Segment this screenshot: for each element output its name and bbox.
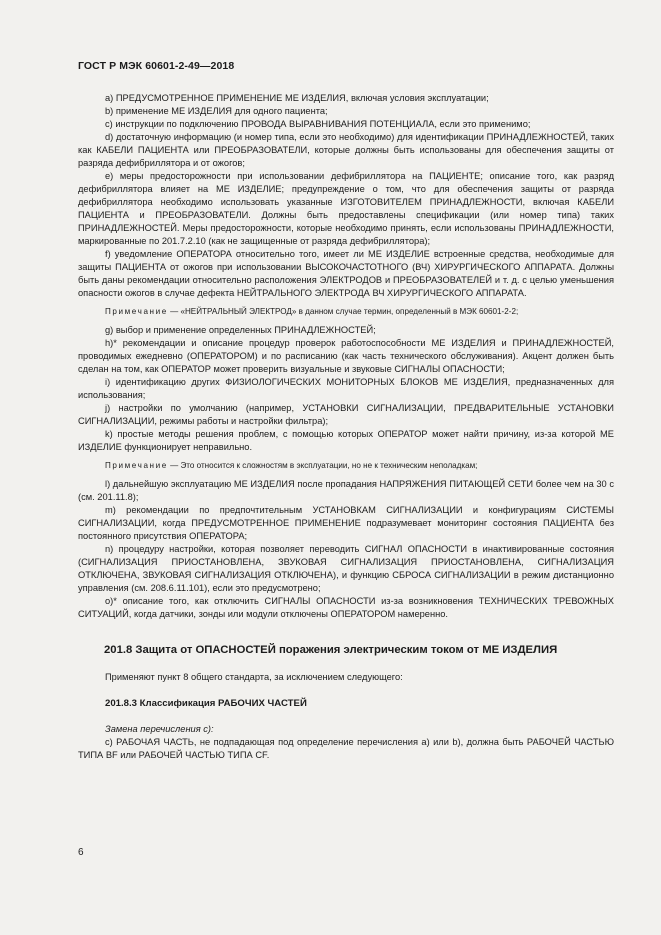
list-item-j: j) настройки по умолчанию (например, УСТАНОВКИ СИГНАЛИЗАЦИИ, ПРЕДВАРИТЕЛЬНЫЕ УСТАНОВКИ СИГНАЛИЗАЦИИ, режимы работы и настройки фильтра); bbox=[78, 403, 614, 426]
note-text: — «НЕЙТРАЛЬНЫЙ ЭЛЕКТРОД» в данном случае термин, определенный в МЭК 60601-2-2; bbox=[167, 307, 519, 316]
document-header: ГОСТ Р МЭК 60601-2-49—2018 bbox=[78, 60, 235, 72]
list-item-l: l) дальнейшую эксплуатацию МЕ ИЗДЕЛИЯ после пропадания НАПРЯЖЕНИЯ ПИТАЮЩЕЙ СЕТИ более чем на 30 с (см. 201.11.8); bbox=[78, 479, 614, 502]
page-number: 6 bbox=[78, 847, 84, 858]
document-body bbox=[78, 92, 614, 762]
list-item-b: b) применение МЕ ИЗДЕЛИЯ для одного пациента; bbox=[105, 106, 328, 116]
list-item-h: h)* рекомендации и описание процедур проверок работоспособности МЕ ИЗДЕЛИЯ и ПРИНАДЛЕЖНОСТЕЙ, проводимых ежедневно (ОПЕРАТОРОМ) и по расписанию (как часть технического обслуживания). Акцент должен быть сделан на том, как ОПЕРАТОР может проверить визуальные и звуковые СИГНАЛЫ ОПАСНОСТИ; bbox=[78, 338, 614, 374]
subsection-heading: 201.8.3 Классификация РАБОЧИХ ЧАСТЕЙ bbox=[105, 698, 307, 709]
note-2 bbox=[78, 459, 614, 472]
note-1 bbox=[78, 305, 614, 318]
note-label: Примечание bbox=[105, 461, 168, 470]
list-item-g: g) выбор и применение определенных ПРИНАДЛЕЖНОСТЕЙ; bbox=[105, 325, 376, 335]
section-text: Применяют пункт 8 общего стандарта, за исключением следующего: bbox=[105, 672, 403, 682]
list-item-f: f) уведомление ОПЕРАТОРА относительно того, имеет ли МЕ ИЗДЕЛИЕ встроенные средства, необходимые для защиты ПАЦИЕНТА от ожогов при использовании ВЫСОКОЧАСТОТНОГО (ВЧ) ХИРУРГИЧЕСКОГО АППАРАТА. Должны быть даны рекомендации относительно расположения ЭЛЕКТРОДОВ и ПРЕОБРАЗОВАТЕЛЕЙ и т. д. с целью уменьшения опасности ожогов в случае дефекта НЕЙТРАЛЬНОГО ЭЛЕКТРОДА ВЧ ХИРУРГИЧЕСКОГО АППАРАТА. bbox=[78, 249, 614, 298]
list-item-o: o)* описание того, как отключить СИГНАЛЫ ОПАСНОСТИ из-за возникновения ТЕХНИЧЕСКИХ ТРЕВОЖНЫХ СИТУАЦИЙ, когда датчики, зонды или модули отключены ОПЕРАТОРОМ намеренно. bbox=[78, 596, 614, 619]
list-item-i: i) идентификацию других ФИЗИОЛОГИЧЕСКИХ МОНИТОРНЫХ БЛОКОВ МЕ ИЗДЕЛИЯ, предназначенных для использования; bbox=[78, 377, 614, 400]
list-item-k: k) простые методы решения проблем, с помощью которых ОПЕРАТОР может найти причину, из-за которой МЕ ИЗДЕЛИЕ функционирует неправильно. bbox=[78, 429, 614, 452]
list-item-c: c) инструкции по подключению ПРОВОДА ВЫРАВНИВАНИЯ ПОТЕНЦИАЛА, если это применимо; bbox=[105, 119, 531, 129]
replacement-text: с) РАБОЧАЯ ЧАСТЬ, не подпадающая под определение перечисления a) или b), должна быть РАБОЧЕЙ ЧАСТЬЮ ТИПА BF или РАБОЧЕЙ ЧАСТЬЮ ТИПА CF. bbox=[78, 737, 614, 760]
note-text: — Это относится к сложностям в эксплуатации, но не к техническим неполадкам; bbox=[167, 461, 478, 470]
note-label: Примечание bbox=[105, 307, 168, 316]
list-item-d: d) достаточную информацию (и номер типа, если это необходимо) для идентификации ПРИНАДЛЕЖНОСТЕЙ, таких как КАБЕЛИ ПАЦИЕНТА или ПРЕОБРАЗОВАТЕЛИ, которые должны быть использованы для обеспечения защиты от разряда дефибриллятора и от ожогов; bbox=[78, 132, 614, 168]
list-item-m: m) рекомендации по предпочтительным УСТАНОВКАМ СИГНАЛИЗАЦИИ и конфигурациям СИСТЕМЫ СИГНАЛИЗАЦИИ, когда ПРЕДУСМОТРЕННОЕ ПРИМЕНЕНИЕ подразумевает мониторинг состояния ПАЦИЕНТА без постоянного присутствия ОПЕРАТОРА; bbox=[78, 505, 614, 541]
list-item-e: e) меры предосторожности при использовании дефибриллятора на ПАЦИЕНТЕ; описание того, как разряд дефибриллятора влияет на МЕ ИЗДЕЛИЕ; предупреждение о том, что для обеспечения защиты от разряда дефибриллятора необходимо использовать указанные ИЗГОТОВИТЕЛЕМ ПРИНАДЛЕЖНОСТИ, включая КАБЕЛИ ПАЦИЕНТА и ПРЕОБРАЗОВАТЕЛИ. Должны быть предоставлены спецификации (или номер типа) таких ПРИНАДЛЕЖНОСТЕЙ. Меры предосторожности, которые необходимо принять, если использованы ПРИНАДЛЕЖНОСТИ, маркированные по 201.7.2.10 (как не защищенные от разряда дефибриллятора); bbox=[78, 171, 614, 246]
replacement-label: Замена перечисления с): bbox=[105, 724, 214, 734]
list-item-a: a) ПРЕДУСМОТРЕННОЕ ПРИМЕНЕНИЕ МЕ ИЗДЕЛИЯ, включая условия эксплуатации; bbox=[105, 93, 489, 103]
list-item-n: n) процедуру настройки, которая позволяет переводить СИГНАЛ ОПАСНОСТИ в инактивированные состояния (СИГНАЛИЗАЦИЯ ПРИОСТАНОВЛЕНА, ЗВУКОВАЯ СИГНАЛИЗАЦИЯ ПРИОСТАНОВЛЕНА, СИГНАЛИЗАЦИЯ ОТКЛЮЧЕНА, ЗВУКОВАЯ СИГНАЛИЗАЦИЯ ОТКЛЮЧЕНА), и функцию СБРОСА СИГНАЛИЗАЦИИ в режим дистанционно управления (см. 208.6.11.101), если это предусмотрено; bbox=[78, 544, 614, 593]
section-heading: 201.8 Защита от ОПАСНОСТЕЙ поражения электрическим током от МЕ ИЗДЕЛИЯ bbox=[104, 644, 558, 656]
